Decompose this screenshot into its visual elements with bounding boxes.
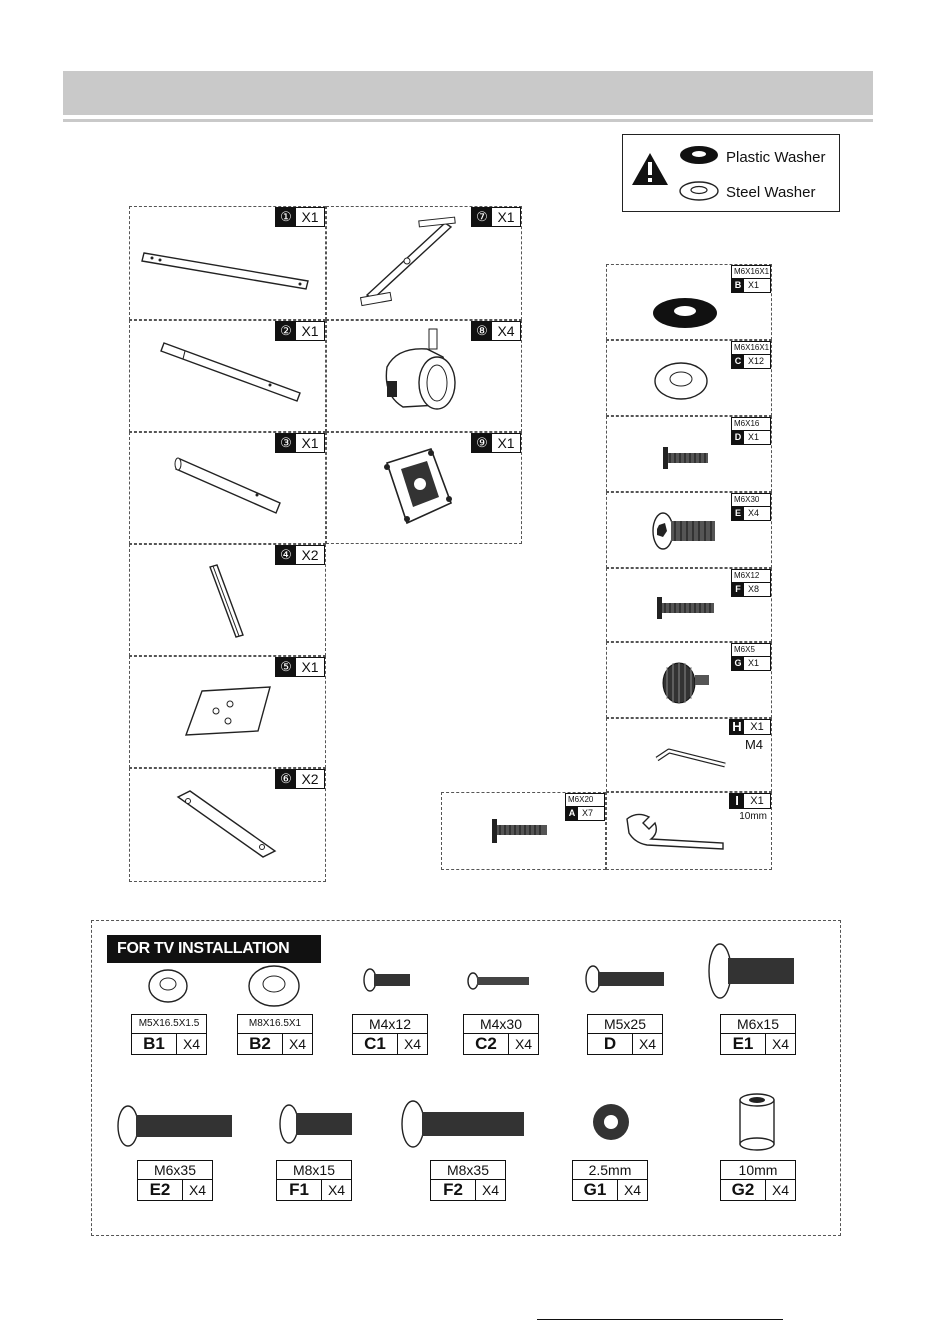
part-tag: ⑨ X1 — [471, 433, 521, 453]
part-tag: ⑤ X1 — [275, 657, 325, 677]
bolt-icon — [607, 569, 773, 643]
header-bar — [63, 71, 873, 115]
wrench-size: 10mm — [739, 811, 767, 822]
upright-bar-icon — [130, 207, 327, 321]
wrench-icon — [607, 793, 773, 871]
part-tag: ⑧ X4 — [471, 321, 521, 341]
hardware-cell-i — [606, 792, 772, 870]
tv-tag-g1: 2.5mm G1 X4 — [572, 1160, 648, 1201]
part-tag: ④ X2 — [275, 545, 325, 565]
tv-tag-c1: M4x12 C1 X4 — [352, 1014, 428, 1055]
hardware-cell-a — [441, 792, 606, 870]
crossbar-icon — [327, 207, 523, 321]
plastic-washer-icon — [679, 143, 719, 167]
hardware-cell-d — [606, 416, 772, 492]
tube-icon — [130, 321, 327, 433]
plate-icon — [130, 657, 327, 769]
thumb-screw-icon — [607, 643, 773, 719]
hardware-tag: M6X5 G X1 — [731, 643, 771, 671]
hardware-tag: I X1 — [729, 793, 771, 809]
vesa-plate-icon — [327, 433, 523, 545]
tv-tag-g2: 10mm G2 X4 — [720, 1160, 796, 1201]
tv-tag-e1: M6x15 E1 X4 — [720, 1014, 796, 1055]
washer-b1-icon — [146, 968, 190, 1004]
part-cell-6 — [129, 768, 326, 882]
hardware-cell-c — [606, 340, 772, 416]
part-tag: ⑥ X2 — [275, 769, 325, 789]
tv-tag-f1: M8x15 F1 X4 — [276, 1160, 352, 1201]
part-cell-3 — [129, 432, 326, 544]
part-tag: ③ X1 — [275, 433, 325, 453]
tv-tag-c2: M4x30 C2 X4 — [463, 1014, 539, 1055]
washer-b2-icon — [246, 963, 302, 1009]
screw-d-icon — [584, 963, 666, 995]
screw-c1-icon — [362, 966, 414, 994]
spacer-g2-icon — [736, 1092, 778, 1150]
hardware-tag: M6X16 D X1 — [731, 417, 771, 445]
hardware-cell-e — [606, 492, 772, 568]
hardware-tag: M6X12 F X8 — [731, 569, 771, 597]
tv-tag-e2: M6x35 E2 X4 — [137, 1160, 213, 1201]
part-cell-7 — [326, 206, 522, 320]
tube-icon — [130, 433, 327, 545]
part-tag: ⑦ X1 — [471, 207, 521, 227]
warning-icon — [631, 151, 669, 187]
screw-f1-icon — [278, 1102, 354, 1146]
hardware-tag: M6X16X1 B X1 — [731, 265, 771, 293]
plastic-washer-label: Plastic Washer — [726, 149, 826, 166]
hardware-cell-h — [606, 718, 772, 792]
hardware-cell-f — [606, 568, 772, 642]
plastic-washer-icon — [607, 265, 773, 341]
hardware-cell-g — [606, 642, 772, 718]
caster-wheel-icon — [327, 321, 523, 433]
screw-e1-icon — [706, 940, 798, 1002]
strap-icon — [130, 769, 327, 883]
spacer-g1-icon — [590, 1102, 632, 1142]
tv-tag-f2: M8x35 F2 X4 — [430, 1160, 506, 1201]
part-cell-2 — [129, 320, 326, 432]
screw-e2-icon — [116, 1103, 234, 1149]
hardware-tag: M6X16X1 C X12 — [731, 341, 771, 369]
washer-legend — [622, 134, 840, 212]
part-cell-4 — [129, 544, 326, 656]
steel-washer-icon — [607, 341, 773, 417]
tv-tag-d: M5x25 D X4 — [587, 1014, 663, 1055]
part-tag: ① X1 — [275, 207, 325, 227]
footer-rule — [537, 1319, 783, 1320]
part-tag: ② X1 — [275, 321, 325, 341]
steel-washer-icon — [679, 179, 719, 203]
bolt-icon — [442, 793, 607, 871]
tv-tag-b1: M5X16.5X1.5 B1 X4 — [131, 1014, 207, 1055]
screw-f2-icon — [400, 1098, 526, 1150]
part-cell-8 — [326, 320, 522, 432]
hex-key-icon — [607, 719, 773, 793]
hardware-tag: H X1 — [729, 719, 771, 735]
screw-c2-icon — [466, 970, 532, 992]
header-rule — [63, 119, 873, 122]
part-cell-1 — [129, 206, 326, 320]
bolt-icon — [607, 417, 773, 493]
bracket-icon — [130, 545, 327, 657]
part-cell-9 — [326, 432, 522, 544]
hex-key-size: M4 — [744, 737, 763, 752]
hex-bolt-icon — [607, 493, 773, 569]
part-cell-5 — [129, 656, 326, 768]
steel-washer-label: Steel Washer — [726, 184, 816, 201]
hardware-tag: M6X30 E X4 — [731, 493, 771, 521]
hardware-tag: M6X20 A X7 — [565, 793, 605, 821]
tv-tag-b2: M8X16.5X1 B2 X4 — [237, 1014, 313, 1055]
tv-installation-title: FOR TV INSTALLATION — [107, 935, 321, 963]
hardware-cell-b — [606, 264, 772, 340]
